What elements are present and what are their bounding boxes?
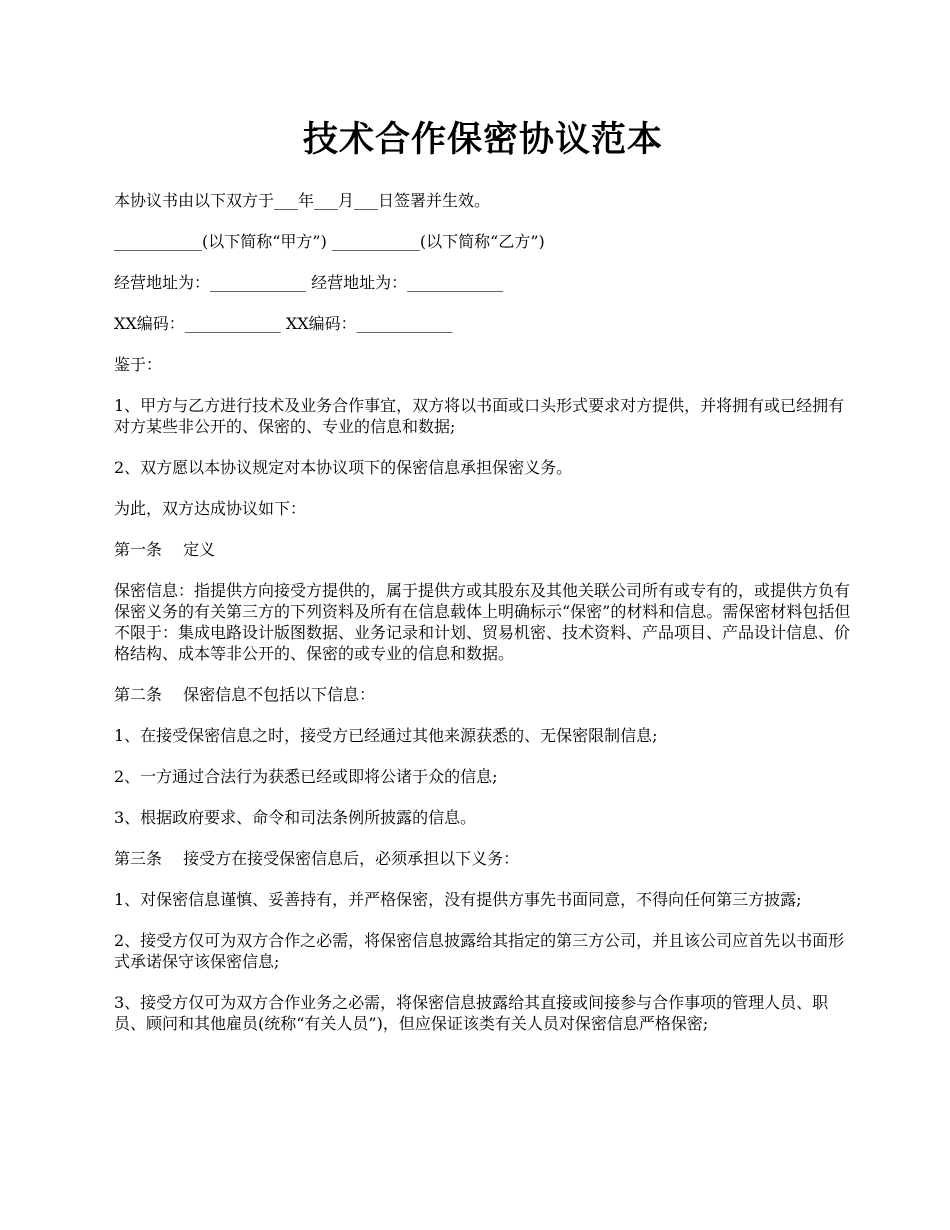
document-title: 技术合作保密协议范本 — [302, 119, 663, 160]
article-3-item-1: 1、对保密信息谨慎、妥善持有，并严格保密，没有提供方事先书面同意，不得向任何第三方披露; — [114, 890, 802, 909]
article-2-item-2: 2、一方通过合法行为获悉已经或即将公诸于众的信息; — [114, 767, 498, 786]
article-3-heading: 第三条 接受方在接受保密信息后，必须承担以下义务： — [114, 849, 520, 868]
address-line: 经营地址为：____________ 经营地址为：____________ — [114, 273, 504, 292]
code-line: XX编码：____________ XX编码：____________ — [114, 314, 453, 333]
whereas-item-2: 2、双方愿以本协议规定对本协议项下的保密信息承担保密义务。 — [114, 458, 573, 477]
article-1-heading: 第一条 定义 — [114, 540, 216, 559]
document-page — [114, 112, 854, 1054]
article-1-definition: 保密信息：指提供方向接受方提供的，属于提供方或其股东及其他关联公司所有或专有的，或提供方负有保密义务的有关第三方的下列资料及所有在信息载体上明确标示“保密”的材料和信息。需保密材料包括但不限于：集成电路设计版图数据、业务记录和计划、贸易机密、技术资料、产品项目、产品设计信息、价格结构、成本等非公开的、保密的或专业的信息和数据。 — [114, 581, 851, 663]
article-3-item-3: 3、接受方仅可为双方合作业务之必需，将保密信息披露给其直接或间接参与合作事项的管理人员、职员、顾问和其他雇员(统称“有关人员”)，但应保证该类有关人员对保密信息严格保密; — [114, 993, 829, 1033]
agreement-intro: 为此，双方达成协议如下： — [114, 499, 307, 518]
whereas-heading: 鉴于： — [114, 355, 163, 374]
parties-line: ___________(以下简称“甲方”) ___________(以下简称“乙方”) — [114, 232, 545, 251]
article-2-item-3: 3、根据政府要求、命令和司法条例所披露的信息。 — [114, 808, 477, 827]
whereas-item-1: 1、甲方与乙方进行技术及业务合作事宜，双方将以书面或口头形式要求对方提供，并将拥有或已经拥有对方某些非公开的、保密的、专业的信息和数据; — [114, 396, 845, 436]
article-2-item-1: 1、在接受保密信息之时，接受方已经通过其他来源获悉的、无保密限制信息; — [114, 726, 658, 745]
article-2-heading: 第二条 保密信息不包括以下信息： — [114, 685, 376, 704]
article-3-item-2: 2、接受方仅可为双方合作之必需，将保密信息披露给其指定的第三方公司，并且该公司应首先以书面形式承诺保守该保密信息; — [114, 931, 845, 971]
intro-signing-date: 本协议书由以下双方于___年___月___日签署并生效。 — [114, 191, 491, 210]
